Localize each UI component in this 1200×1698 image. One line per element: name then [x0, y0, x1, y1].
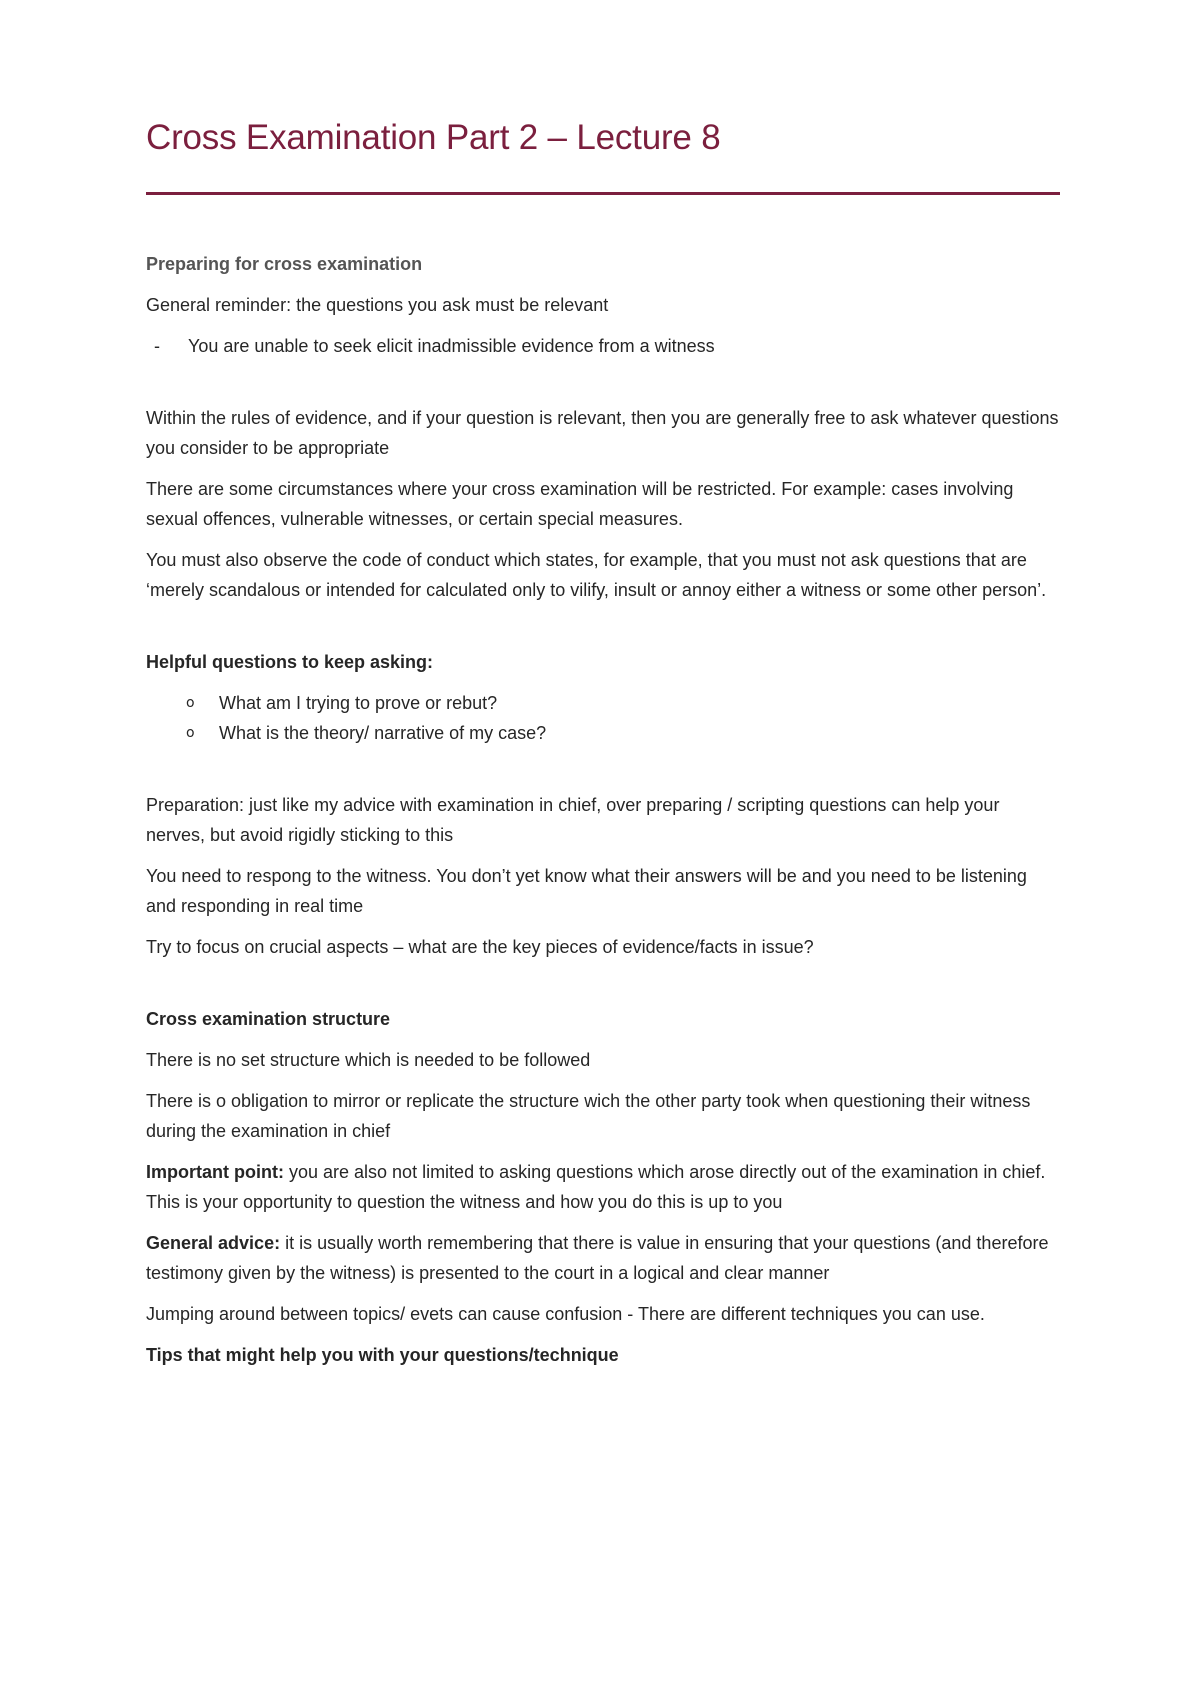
section-heading-helpful-questions: Helpful questions to keep asking: [146, 652, 434, 672]
paragraph: There is o obligation to mirror or replicate the structure wich the other party took when questioning their witness during the examination in chief [146, 1091, 1031, 1141]
paragraph-general-advice [146, 1228, 1060, 1288]
paragraph-important-point [146, 1157, 1060, 1217]
dash-list-item-text: You are unable to seek elicit inadmissible evidence from a witness [188, 336, 715, 356]
circle-bullet-icon: o [186, 695, 195, 711]
paragraph: You need to respong to the witness. You don’t yet know what their answers will be and you need to be listening and responding in real time [146, 866, 1027, 916]
list-item [146, 718, 1060, 748]
paragraph-text: you are also not limited to asking questions which arose directly out of the examination in chief. This is your opportunity to question the witness and how you do this is up to you [146, 1162, 1046, 1212]
paragraph: Try to focus on crucial aspects – what are the key pieces of evidence/facts in issue? [146, 937, 814, 957]
list-item-text: What am I trying to prove or rebut? [219, 693, 498, 713]
document-body [146, 249, 1060, 1381]
section-heading-structure: Cross examination structure [146, 1009, 391, 1029]
paragraph: There are some circumstances where your cross examination will be restricted. For example: cases involving sexual offences, vulnerable witnesses, or certain special measures. [146, 479, 1014, 529]
list-item-text: What is the theory/ narrative of my case? [219, 723, 547, 743]
bold-label: Tips that might help you with your questions/technique [146, 1345, 619, 1365]
paragraph: Preparation: just like my advice with examination in chief, over preparing / scripting questions can help your nerves, but avoid rigidly sticking to this [146, 795, 1000, 845]
paragraph-text: it is usually worth remembering that there is value in ensuring that your questions (and therefore testimony given by the witness) is presented to the court in a logical and clear manner [146, 1233, 1049, 1283]
circle-bullet-icon: o [186, 725, 195, 741]
paragraph: General reminder: the questions you ask must be relevant [146, 295, 609, 315]
paragraph: You must also observe the code of conduct which states, for example, that you must not ask questions that are ‘merely scandalous or intended for calculated only to vilify, insult or annoy either a witness or some other person’. [146, 550, 1047, 600]
paragraph: There is no set structure which is needed to be followed [146, 1050, 591, 1070]
tips-heading [146, 1340, 1060, 1370]
helpful-questions-list [146, 688, 1060, 748]
bold-label: General advice: [146, 1233, 281, 1253]
section-heading-preparing: Preparing for cross examination [146, 254, 423, 274]
title-divider [146, 192, 1060, 195]
dash-list-item [146, 331, 1060, 361]
list-item [146, 688, 1060, 718]
paragraph: Jumping around between topics/ evets can cause confusion - There are different techniques you can use. [146, 1304, 985, 1324]
bold-label: Important point: [146, 1162, 284, 1182]
document-title: Cross Examination Part 2 – Lecture 8 [146, 118, 721, 157]
paragraph: Within the rules of evidence, and if your question is relevant, then you are generally free to ask whatever questions you consider to be appropriate [146, 408, 1059, 458]
dash-bullet-icon: - [154, 336, 160, 356]
